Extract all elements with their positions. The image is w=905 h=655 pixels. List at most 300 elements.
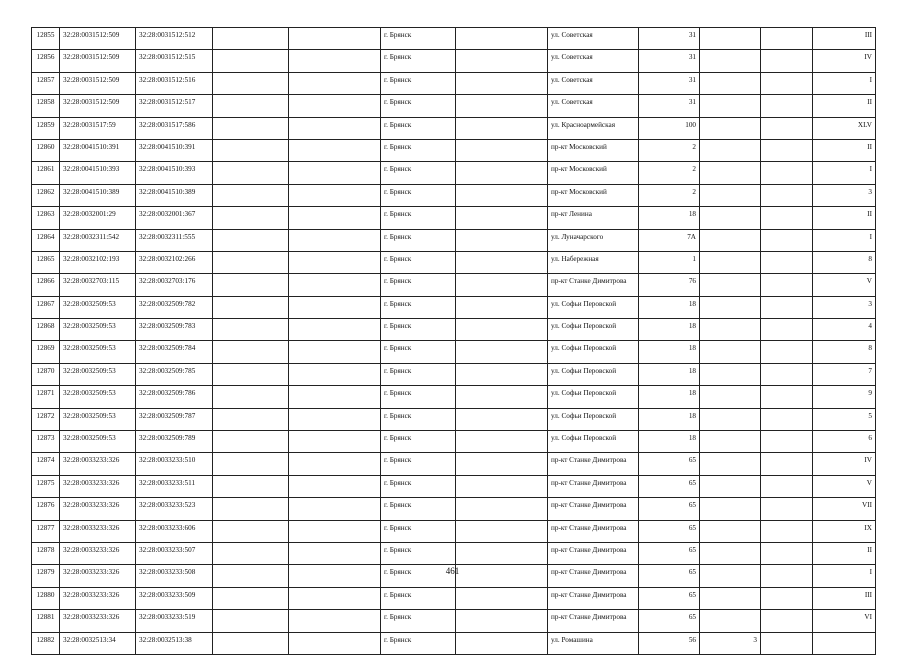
cell-street: ул. Софьи Перовской bbox=[548, 431, 639, 453]
cell-building bbox=[700, 386, 761, 408]
table-row bbox=[32, 431, 876, 453]
cell-row-number: 12855 bbox=[32, 28, 60, 50]
cell-object-number: 32:28:0031517:586 bbox=[136, 117, 213, 139]
cell-col-empty-1 bbox=[213, 95, 289, 117]
cell-col-empty-3 bbox=[456, 50, 548, 72]
cell-col-empty-1 bbox=[213, 632, 289, 654]
cell-object-number: 32:28:0031512:515 bbox=[136, 50, 213, 72]
cell-house-number: 2 bbox=[639, 139, 700, 161]
cell-col-empty-3 bbox=[456, 475, 548, 497]
cell-row-number: 12858 bbox=[32, 95, 60, 117]
cell-room: 5 bbox=[813, 408, 876, 430]
table-row bbox=[32, 453, 876, 475]
cell-city: г. Брянск bbox=[381, 28, 456, 50]
cell-room: 8 bbox=[813, 341, 876, 363]
cell-col-empty-3 bbox=[456, 162, 548, 184]
cell-col-empty-4 bbox=[761, 431, 813, 453]
cell-parcel-number: 32:28:0032509:53 bbox=[60, 363, 136, 385]
cell-col-empty-1 bbox=[213, 251, 289, 273]
cell-col-empty-3 bbox=[456, 453, 548, 475]
cell-house-number: 18 bbox=[639, 431, 700, 453]
cell-col-empty-2 bbox=[289, 139, 381, 161]
cell-street: ул. Софьи Перовской bbox=[548, 319, 639, 341]
cell-room: 3 bbox=[813, 184, 876, 206]
cell-parcel-number: 32:28:0032509:53 bbox=[60, 296, 136, 318]
table-row bbox=[32, 363, 876, 385]
cell-object-number: 32:28:0032509:789 bbox=[136, 431, 213, 453]
table-row bbox=[32, 498, 876, 520]
table-row bbox=[32, 386, 876, 408]
cell-building bbox=[700, 28, 761, 50]
cell-col-empty-1 bbox=[213, 341, 289, 363]
cell-parcel-number: 32:28:0032513:34 bbox=[60, 632, 136, 654]
cell-object-number: 32:28:0031512:516 bbox=[136, 72, 213, 94]
cell-col-empty-4 bbox=[761, 363, 813, 385]
cell-row-number: 12861 bbox=[32, 162, 60, 184]
cell-room: 3 bbox=[813, 296, 876, 318]
cell-object-number: 32:28:0041510:389 bbox=[136, 184, 213, 206]
cell-col-empty-3 bbox=[456, 274, 548, 296]
cell-city: г. Брянск bbox=[381, 587, 456, 609]
cell-object-number: 32:28:0033233:523 bbox=[136, 498, 213, 520]
cell-parcel-number: 32:28:0033233:326 bbox=[60, 475, 136, 497]
cell-parcel-number: 32:28:0032311:542 bbox=[60, 229, 136, 251]
cell-row-number: 12873 bbox=[32, 431, 60, 453]
cell-col-empty-1 bbox=[213, 408, 289, 430]
cell-building: 3 bbox=[700, 632, 761, 654]
cell-street: ул. Советская bbox=[548, 50, 639, 72]
cell-object-number: 32:28:0033233:510 bbox=[136, 453, 213, 475]
table-row bbox=[32, 184, 876, 206]
cell-city: г. Брянск bbox=[381, 453, 456, 475]
cell-col-empty-2 bbox=[289, 28, 381, 50]
cell-col-empty-2 bbox=[289, 632, 381, 654]
cell-house-number: 56 bbox=[639, 632, 700, 654]
cell-city: г. Брянск bbox=[381, 319, 456, 341]
cell-col-empty-4 bbox=[761, 408, 813, 430]
cell-parcel-number: 32:28:0033233:326 bbox=[60, 542, 136, 564]
cell-building bbox=[700, 95, 761, 117]
cell-parcel-number: 32:28:0033233:326 bbox=[60, 610, 136, 632]
cell-col-empty-1 bbox=[213, 610, 289, 632]
cell-col-empty-4 bbox=[761, 117, 813, 139]
cell-room: 8 bbox=[813, 251, 876, 273]
cell-room: 6 bbox=[813, 431, 876, 453]
cell-city: г. Брянск bbox=[381, 251, 456, 273]
cell-house-number: 65 bbox=[639, 610, 700, 632]
cell-col-empty-1 bbox=[213, 274, 289, 296]
cell-city: г. Брянск bbox=[381, 296, 456, 318]
cell-row-number: 12857 bbox=[32, 72, 60, 94]
cell-col-empty-4 bbox=[761, 28, 813, 50]
table-row bbox=[32, 542, 876, 564]
cell-row-number: 12865 bbox=[32, 251, 60, 273]
cell-col-empty-3 bbox=[456, 184, 548, 206]
cell-col-empty-3 bbox=[456, 296, 548, 318]
cell-street: ул. Луначарского bbox=[548, 229, 639, 251]
cell-col-empty-3 bbox=[456, 386, 548, 408]
cell-col-empty-4 bbox=[761, 610, 813, 632]
cell-street: пр-кт Ленина bbox=[548, 207, 639, 229]
cell-object-number: 32:28:0032311:555 bbox=[136, 229, 213, 251]
cell-street: пр-кт Станке Димитрова bbox=[548, 587, 639, 609]
cell-col-empty-2 bbox=[289, 453, 381, 475]
cell-house-number: 18 bbox=[639, 341, 700, 363]
cell-street: пр-кт Станке Димитрова bbox=[548, 453, 639, 475]
cell-house-number: 76 bbox=[639, 274, 700, 296]
cell-col-empty-3 bbox=[456, 520, 548, 542]
cell-col-empty-2 bbox=[289, 296, 381, 318]
cell-house-number: 65 bbox=[639, 498, 700, 520]
table-row bbox=[32, 274, 876, 296]
cell-room: 4 bbox=[813, 319, 876, 341]
cell-city: г. Брянск bbox=[381, 408, 456, 430]
cell-row-number: 12859 bbox=[32, 117, 60, 139]
cell-col-empty-3 bbox=[456, 610, 548, 632]
cell-city: г. Брянск bbox=[381, 162, 456, 184]
cell-room: II bbox=[813, 139, 876, 161]
cell-col-empty-3 bbox=[456, 139, 548, 161]
cell-house-number: 18 bbox=[639, 207, 700, 229]
cell-col-empty-1 bbox=[213, 319, 289, 341]
cell-col-empty-4 bbox=[761, 50, 813, 72]
cell-col-empty-4 bbox=[761, 184, 813, 206]
cell-house-number: 31 bbox=[639, 28, 700, 50]
cell-city: г. Брянск bbox=[381, 72, 456, 94]
cell-col-empty-1 bbox=[213, 207, 289, 229]
cell-street: пр-кт Станке Димитрова bbox=[548, 520, 639, 542]
cell-street: пр-кт Станке Димитрова bbox=[548, 542, 639, 564]
cell-room: I bbox=[813, 72, 876, 94]
cell-object-number: 32:28:0032509:784 bbox=[136, 341, 213, 363]
table-row bbox=[32, 117, 876, 139]
cell-city: г. Брянск bbox=[381, 207, 456, 229]
cell-parcel-number: 32:28:0031517:59 bbox=[60, 117, 136, 139]
cell-object-number: 32:28:0032509:783 bbox=[136, 319, 213, 341]
cell-col-empty-2 bbox=[289, 587, 381, 609]
cell-row-number: 12882 bbox=[32, 632, 60, 654]
cell-building bbox=[700, 50, 761, 72]
cell-object-number: 32:28:0032509:786 bbox=[136, 386, 213, 408]
cell-house-number: 18 bbox=[639, 363, 700, 385]
cell-row-number: 12869 bbox=[32, 341, 60, 363]
cell-street: пр-кт Станке Димитрова bbox=[548, 475, 639, 497]
cell-city: г. Брянск bbox=[381, 184, 456, 206]
cell-col-empty-1 bbox=[213, 475, 289, 497]
table-row bbox=[32, 520, 876, 542]
cell-row-number: 12856 bbox=[32, 50, 60, 72]
cell-object-number: 32:28:0033233:606 bbox=[136, 520, 213, 542]
cell-parcel-number: 32:28:0033233:326 bbox=[60, 520, 136, 542]
cell-col-empty-1 bbox=[213, 498, 289, 520]
cell-object-number: 32:28:0033233:519 bbox=[136, 610, 213, 632]
cell-row-number: 12860 bbox=[32, 139, 60, 161]
cell-building bbox=[700, 72, 761, 94]
cell-row-number: 12877 bbox=[32, 520, 60, 542]
cell-col-empty-1 bbox=[213, 520, 289, 542]
cell-room: II bbox=[813, 95, 876, 117]
cell-city: г. Брянск bbox=[381, 498, 456, 520]
cell-col-empty-4 bbox=[761, 341, 813, 363]
cell-row-number: 12874 bbox=[32, 453, 60, 475]
cell-col-empty-1 bbox=[213, 229, 289, 251]
cell-col-empty-2 bbox=[289, 610, 381, 632]
page-number: 461 bbox=[445, 566, 460, 576]
cell-col-empty-4 bbox=[761, 274, 813, 296]
cell-col-empty-3 bbox=[456, 363, 548, 385]
cell-col-empty-3 bbox=[456, 319, 548, 341]
cell-house-number: 18 bbox=[639, 319, 700, 341]
cell-row-number: 12868 bbox=[32, 319, 60, 341]
cell-city: г. Брянск bbox=[381, 610, 456, 632]
cell-col-empty-4 bbox=[761, 95, 813, 117]
cell-col-empty-4 bbox=[761, 251, 813, 273]
cell-col-empty-3 bbox=[456, 117, 548, 139]
cell-col-empty-2 bbox=[289, 95, 381, 117]
cell-building bbox=[700, 117, 761, 139]
cell-parcel-number: 32:28:0033233:326 bbox=[60, 498, 136, 520]
cell-col-empty-1 bbox=[213, 587, 289, 609]
cell-col-empty-4 bbox=[761, 319, 813, 341]
table-row bbox=[32, 72, 876, 94]
cell-col-empty-3 bbox=[456, 229, 548, 251]
cell-room: II bbox=[813, 542, 876, 564]
cell-building bbox=[700, 251, 761, 273]
cell-col-empty-1 bbox=[213, 139, 289, 161]
cell-building bbox=[700, 184, 761, 206]
table-row bbox=[32, 632, 876, 654]
cell-street: пр-кт Станке Димитрова bbox=[548, 610, 639, 632]
cell-object-number: 32:28:0032509:782 bbox=[136, 296, 213, 318]
cell-house-number: 1 bbox=[639, 251, 700, 273]
cell-house-number: 31 bbox=[639, 95, 700, 117]
cell-parcel-number: 32:28:0032001:29 bbox=[60, 207, 136, 229]
cell-col-empty-3 bbox=[456, 632, 548, 654]
cell-house-number: 31 bbox=[639, 72, 700, 94]
cell-house-number: 65 bbox=[639, 587, 700, 609]
cell-parcel-number: 32:28:0033233:326 bbox=[60, 587, 136, 609]
cell-row-number: 12872 bbox=[32, 408, 60, 430]
cell-parcel-number: 32:28:0041510:389 bbox=[60, 184, 136, 206]
cell-building bbox=[700, 363, 761, 385]
cell-object-number: 32:28:0032703:176 bbox=[136, 274, 213, 296]
cell-col-empty-4 bbox=[761, 498, 813, 520]
table-body bbox=[32, 28, 876, 655]
cell-street: ул. Софьи Перовской bbox=[548, 363, 639, 385]
cell-city: г. Брянск bbox=[381, 520, 456, 542]
table-row bbox=[32, 139, 876, 161]
cell-parcel-number: 32:28:0031512:509 bbox=[60, 72, 136, 94]
cell-city: г. Брянск bbox=[381, 565, 456, 587]
cell-building bbox=[700, 498, 761, 520]
cell-col-empty-1 bbox=[213, 542, 289, 564]
cell-street: ул. Советская bbox=[548, 28, 639, 50]
cell-room bbox=[813, 632, 876, 654]
cell-col-empty-1 bbox=[213, 50, 289, 72]
cell-col-empty-1 bbox=[213, 184, 289, 206]
cell-city: г. Брянск bbox=[381, 363, 456, 385]
cell-room: V bbox=[813, 475, 876, 497]
cell-building bbox=[700, 475, 761, 497]
cell-house-number: 65 bbox=[639, 453, 700, 475]
cell-city: г. Брянск bbox=[381, 431, 456, 453]
cell-col-empty-3 bbox=[456, 498, 548, 520]
register-table bbox=[31, 27, 876, 655]
cell-room: V bbox=[813, 274, 876, 296]
table-row bbox=[32, 251, 876, 273]
cell-row-number: 12862 bbox=[32, 184, 60, 206]
cell-house-number: 100 bbox=[639, 117, 700, 139]
cell-house-number: 65 bbox=[639, 520, 700, 542]
cell-col-empty-2 bbox=[289, 520, 381, 542]
cell-room: I bbox=[813, 565, 876, 587]
cell-col-empty-2 bbox=[289, 363, 381, 385]
cell-object-number: 32:28:0033233:509 bbox=[136, 587, 213, 609]
cell-parcel-number: 32:28:0032102:193 bbox=[60, 251, 136, 273]
cell-room: IX bbox=[813, 520, 876, 542]
cell-col-empty-1 bbox=[213, 28, 289, 50]
cell-row-number: 12875 bbox=[32, 475, 60, 497]
cell-col-empty-3 bbox=[456, 72, 548, 94]
cell-col-empty-4 bbox=[761, 632, 813, 654]
cell-object-number: 32:28:0033233:511 bbox=[136, 475, 213, 497]
cell-parcel-number: 32:28:0032703:115 bbox=[60, 274, 136, 296]
cell-parcel-number: 32:28:0031512:509 bbox=[60, 95, 136, 117]
cell-city: г. Брянск bbox=[381, 386, 456, 408]
cell-col-empty-2 bbox=[289, 117, 381, 139]
cell-object-number: 32:28:0032001:367 bbox=[136, 207, 213, 229]
cell-building bbox=[700, 296, 761, 318]
cell-city: г. Брянск bbox=[381, 274, 456, 296]
cell-street: пр-кт Московский bbox=[548, 139, 639, 161]
cell-col-empty-4 bbox=[761, 542, 813, 564]
cell-object-number: 32:28:0032513:38 bbox=[136, 632, 213, 654]
cell-col-empty-4 bbox=[761, 520, 813, 542]
cell-row-number: 12864 bbox=[32, 229, 60, 251]
cell-room: 7 bbox=[813, 363, 876, 385]
table-row bbox=[32, 587, 876, 609]
cell-col-empty-4 bbox=[761, 207, 813, 229]
cell-col-empty-2 bbox=[289, 319, 381, 341]
cell-house-number: 2 bbox=[639, 184, 700, 206]
cell-room: I bbox=[813, 162, 876, 184]
cell-col-empty-2 bbox=[289, 408, 381, 430]
table-row bbox=[32, 229, 876, 251]
cell-street: пр-кт Станке Димитрова bbox=[548, 498, 639, 520]
cell-room: 9 bbox=[813, 386, 876, 408]
cell-street: пр-кт Московский bbox=[548, 162, 639, 184]
cell-col-empty-4 bbox=[761, 296, 813, 318]
cell-parcel-number: 32:28:0032509:53 bbox=[60, 408, 136, 430]
cell-city: г. Брянск bbox=[381, 95, 456, 117]
cell-house-number: 18 bbox=[639, 408, 700, 430]
cell-room: II bbox=[813, 207, 876, 229]
cell-col-empty-1 bbox=[213, 431, 289, 453]
cell-object-number: 32:28:0031512:517 bbox=[136, 95, 213, 117]
cell-row-number: 12880 bbox=[32, 587, 60, 609]
cell-building bbox=[700, 162, 761, 184]
table-row bbox=[32, 50, 876, 72]
cell-row-number: 12876 bbox=[32, 498, 60, 520]
cell-col-empty-4 bbox=[761, 587, 813, 609]
cell-col-empty-1 bbox=[213, 117, 289, 139]
cell-room: IV bbox=[813, 453, 876, 475]
cell-city: г. Брянск bbox=[381, 229, 456, 251]
cell-row-number: 12867 bbox=[32, 296, 60, 318]
cell-house-number: 65 bbox=[639, 475, 700, 497]
cell-col-empty-2 bbox=[289, 72, 381, 94]
cell-street: ул. Набережная bbox=[548, 251, 639, 273]
cell-col-empty-2 bbox=[289, 542, 381, 564]
cell-col-empty-1 bbox=[213, 453, 289, 475]
cell-col-empty-2 bbox=[289, 50, 381, 72]
cell-col-empty-4 bbox=[761, 386, 813, 408]
cell-object-number: 32:28:0031512:512 bbox=[136, 28, 213, 50]
cell-building bbox=[700, 341, 761, 363]
table-row bbox=[32, 28, 876, 50]
cell-street: ул. Софьи Перовской bbox=[548, 408, 639, 430]
cell-building bbox=[700, 274, 761, 296]
cell-parcel-number: 32:28:0031512:509 bbox=[60, 28, 136, 50]
cell-row-number: 12871 bbox=[32, 386, 60, 408]
cell-street: пр-кт Московский bbox=[548, 184, 639, 206]
cell-parcel-number: 32:28:0032509:53 bbox=[60, 341, 136, 363]
cell-parcel-number: 32:28:0032509:53 bbox=[60, 386, 136, 408]
cell-object-number: 32:28:0041510:393 bbox=[136, 162, 213, 184]
cell-object-number: 32:28:0032509:785 bbox=[136, 363, 213, 385]
cell-parcel-number: 32:28:0032509:53 bbox=[60, 319, 136, 341]
cell-row-number: 12863 bbox=[32, 207, 60, 229]
cell-col-empty-1 bbox=[213, 72, 289, 94]
cell-col-empty-1 bbox=[213, 162, 289, 184]
cell-building bbox=[700, 587, 761, 609]
cell-building bbox=[700, 431, 761, 453]
table-row bbox=[32, 408, 876, 430]
cell-col-empty-3 bbox=[456, 542, 548, 564]
cell-object-number: 32:28:0032509:787 bbox=[136, 408, 213, 430]
cell-street: ул. Софьи Перовской bbox=[548, 296, 639, 318]
cell-house-number: 7А bbox=[639, 229, 700, 251]
cell-building bbox=[700, 207, 761, 229]
cell-room: VI bbox=[813, 610, 876, 632]
cell-object-number: 32:28:0041510:391 bbox=[136, 139, 213, 161]
cell-col-empty-4 bbox=[761, 72, 813, 94]
cell-col-empty-1 bbox=[213, 363, 289, 385]
cell-street: ул. Софьи Перовской bbox=[548, 386, 639, 408]
cell-building bbox=[700, 453, 761, 475]
cell-col-empty-3 bbox=[456, 587, 548, 609]
cell-parcel-number: 32:28:0041510:391 bbox=[60, 139, 136, 161]
cell-building bbox=[700, 542, 761, 564]
cell-house-number: 65 bbox=[639, 542, 700, 564]
cell-building bbox=[700, 520, 761, 542]
cell-col-empty-4 bbox=[761, 162, 813, 184]
cell-room: VII bbox=[813, 498, 876, 520]
table-row bbox=[32, 319, 876, 341]
cell-room: III bbox=[813, 587, 876, 609]
cell-col-empty-2 bbox=[289, 431, 381, 453]
table-row bbox=[32, 162, 876, 184]
cell-building bbox=[700, 610, 761, 632]
cell-room: III bbox=[813, 28, 876, 50]
cell-col-empty-3 bbox=[456, 408, 548, 430]
cell-col-empty-3 bbox=[456, 207, 548, 229]
cell-col-empty-2 bbox=[289, 386, 381, 408]
cell-col-empty-3 bbox=[456, 251, 548, 273]
cell-col-empty-2 bbox=[289, 207, 381, 229]
cell-street: пр-кт Станке Димитрова bbox=[548, 565, 639, 587]
cell-parcel-number: 32:28:0033233:326 bbox=[60, 565, 136, 587]
